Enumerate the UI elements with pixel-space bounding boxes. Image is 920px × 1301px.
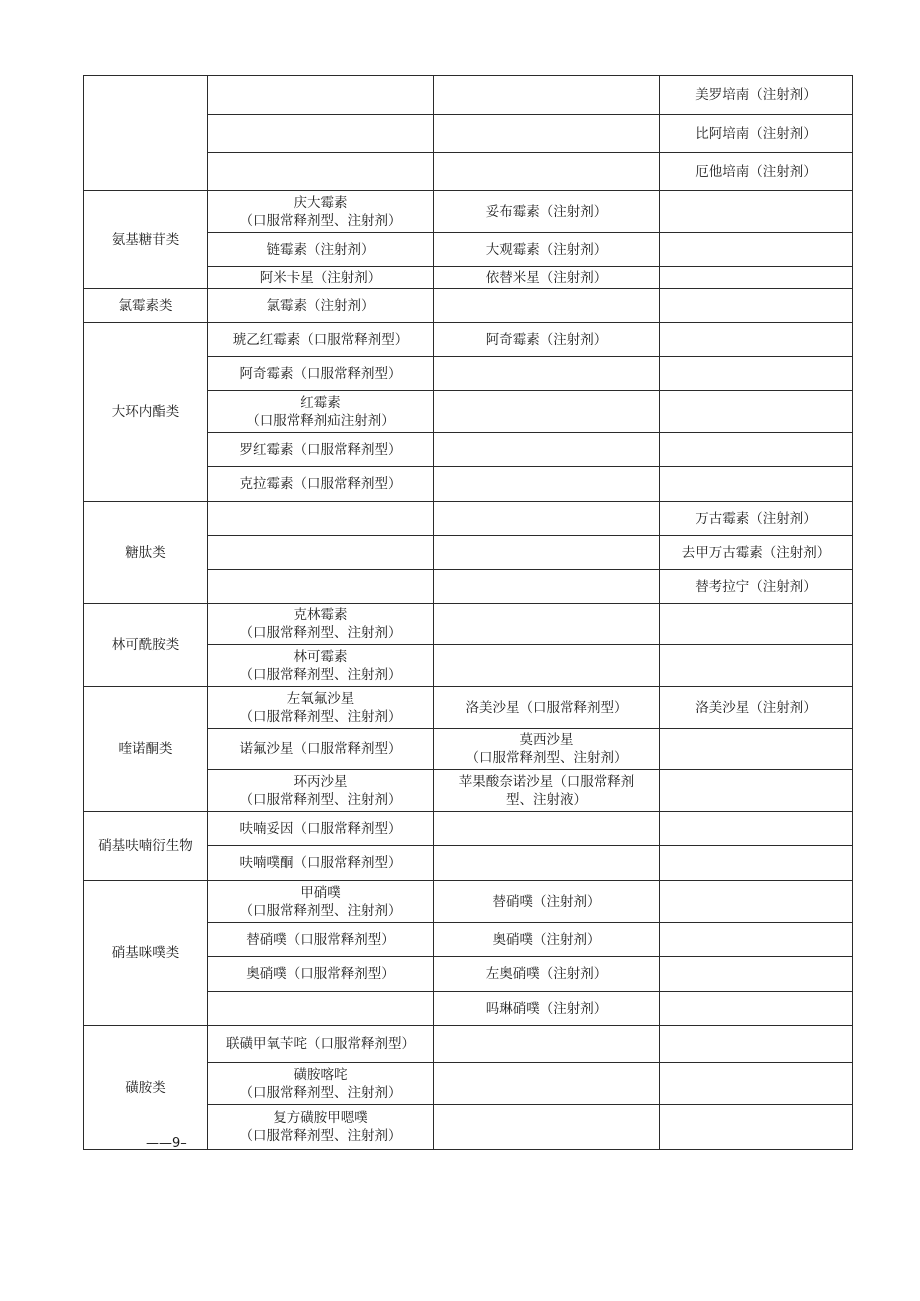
drug-cell-col1: 克林霉素 （口服常释剂型、注射剂） [208, 604, 434, 645]
drug-cell-col3 [660, 770, 853, 812]
drug-cell-col2: 妥布霉素（注射剂） [434, 191, 660, 233]
drug-cell-col1: 甲硝噗 （口服常释剂型、注射剂） [208, 881, 434, 923]
table-row [84, 191, 853, 233]
table-row [84, 1026, 853, 1063]
drug-cell-col2: 大观霉素（注射剂） [434, 233, 660, 267]
drug-cell-col3 [660, 957, 853, 992]
drug-cell-col1: 阿米卡星（注射剂） [208, 267, 434, 289]
category-cell: 氨基糖苷类 [84, 191, 208, 289]
drug-cell-col2: 苹果酸奈诺沙星（口服常释剂 型、注射液） [434, 770, 660, 812]
drug-cell-col3 [660, 289, 853, 323]
drug-cell-col3 [660, 1026, 853, 1063]
drug-cell-col2 [434, 1063, 660, 1105]
drug-cell-col1: 林可霉素 （口服常释剂型、注射剂） [208, 645, 434, 687]
drug-cell-col3 [660, 467, 853, 502]
drug-cell-col3 [660, 433, 853, 467]
drug-cell-col1 [208, 115, 434, 153]
drug-cell-col2 [434, 467, 660, 502]
category-cell: 硝基呋喃衍生物 [84, 812, 208, 881]
drug-cell-col3: 美罗培南（注射剂） [660, 76, 853, 115]
drug-cell-col1: 链霉素（注射剂） [208, 233, 434, 267]
table-row [84, 76, 853, 115]
drug-cell-col3: 洛美沙星（注射剂） [660, 687, 853, 729]
table-row [84, 881, 853, 923]
drug-cell-col3 [660, 812, 853, 846]
drug-cell-col2: 左奥硝噗（注射剂） [434, 957, 660, 992]
drug-cell-col3 [660, 846, 853, 881]
drug-cell-col2 [434, 1026, 660, 1063]
drug-cell-col1: 呋喃妥因（口服常释剂型） [208, 812, 434, 846]
page-number: ——9– [146, 1136, 187, 1151]
drug-cell-col1 [208, 502, 434, 536]
drug-cell-col1: 氯霉素（注射剂） [208, 289, 434, 323]
drug-table-sheet [83, 75, 852, 1150]
drug-cell-col2 [434, 812, 660, 846]
table-row [84, 687, 853, 729]
drug-cell-col2 [434, 570, 660, 604]
table-row [84, 323, 853, 357]
drug-cell-col2: 阿奇霉素（注射剂） [434, 323, 660, 357]
drug-cell-col2 [434, 357, 660, 391]
drug-cell-col2: 依替米星（注射剂） [434, 267, 660, 289]
drug-cell-col1: 磺胺喀咤 （口服常释剂型、注射剂） [208, 1063, 434, 1105]
drug-cell-col2 [434, 1105, 660, 1150]
drug-cell-col3 [660, 604, 853, 645]
drug-cell-col2 [434, 502, 660, 536]
drug-cell-col1: 替硝噗（口服常释剂型） [208, 923, 434, 957]
category-cell: 喹诺酮类 [84, 687, 208, 812]
drug-cell-col1: 呋喃噗酮（口服常释剂型） [208, 846, 434, 881]
drug-cell-col2: 奥硝噗（注射剂） [434, 923, 660, 957]
drug-cell-col2: 莫西沙星 （口服常释剂型、注射剂） [434, 729, 660, 770]
table-body [84, 76, 853, 1150]
drug-cell-col2 [434, 604, 660, 645]
drug-cell-col3 [660, 1063, 853, 1105]
drug-cell-col3: 厄他培南（注射剂） [660, 153, 853, 191]
drug-cell-col1 [208, 153, 434, 191]
table-row [84, 604, 853, 645]
drug-cell-col1: 红霉素 （口服常释剂疝注射剂） [208, 391, 434, 433]
drug-cell-col3 [660, 729, 853, 770]
drug-cell-col2 [434, 536, 660, 570]
drug-cell-col3: 比阿培南（注射剂） [660, 115, 853, 153]
drug-cell-col3: 替考拉宁（注射剂） [660, 570, 853, 604]
drug-cell-col3 [660, 923, 853, 957]
drug-cell-col1: 克拉霉素（口服常释剂型） [208, 467, 434, 502]
drug-cell-col2: 替硝噗（注射剂） [434, 881, 660, 923]
drug-cell-col1: 庆大霉素 （口服常释剂型、注射剂） [208, 191, 434, 233]
category-cell: 硝基咪噗类 [84, 881, 208, 1026]
category-cell: 林可酰胺类 [84, 604, 208, 687]
drug-cell-col1 [208, 536, 434, 570]
drug-cell-col2 [434, 433, 660, 467]
drug-cell-col2 [434, 76, 660, 115]
drug-cell-col3 [660, 357, 853, 391]
category-cell: 糖肽类 [84, 502, 208, 604]
table-row [84, 289, 853, 323]
drug-cell-col1: 罗红霉素（口服常释剂型） [208, 433, 434, 467]
drug-cell-col1: 左氧氟沙星 （口服常释剂型、注射剂） [208, 687, 434, 729]
table-row [84, 812, 853, 846]
drug-cell-col3: 去甲万古霉素（注射剂） [660, 536, 853, 570]
drug-cell-col2 [434, 391, 660, 433]
drug-cell-col2 [434, 115, 660, 153]
drug-cell-col1 [208, 570, 434, 604]
drug-cell-col3 [660, 323, 853, 357]
drug-cell-col2: 吗琳硝噗（注射剂） [434, 992, 660, 1026]
drug-cell-col3 [660, 1105, 853, 1150]
category-cell: 氯霉素类 [84, 289, 208, 323]
drug-cell-col3 [660, 391, 853, 433]
drug-cell-col1: 阿奇霉素（口服常释剂型） [208, 357, 434, 391]
drug-cell-col3 [660, 992, 853, 1026]
drug-cell-col3 [660, 233, 853, 267]
category-cell: 大环内酯类 [84, 323, 208, 502]
drug-cell-col1: 奥硝噗（口服常释剂型） [208, 957, 434, 992]
drug-cell-col1 [208, 76, 434, 115]
drug-cell-col2 [434, 645, 660, 687]
drug-cell-col1: 联磺甲氧苄咤（口服常释剂型） [208, 1026, 434, 1063]
drug-cell-col2: 洛美沙星（口服常释剂型） [434, 687, 660, 729]
drug-cell-col1: 环丙沙星 （口服常释剂型、注射剂） [208, 770, 434, 812]
drug-table [83, 75, 853, 1150]
drug-cell-col2 [434, 289, 660, 323]
drug-cell-col1: 诺氟沙星（口服常释剂型） [208, 729, 434, 770]
drug-cell-col1: 琥乙红霉素（口服常释剂型） [208, 323, 434, 357]
drug-cell-col2 [434, 153, 660, 191]
drug-cell-col3 [660, 191, 853, 233]
table-row [84, 502, 853, 536]
drug-cell-col2 [434, 846, 660, 881]
drug-cell-col1 [208, 992, 434, 1026]
drug-cell-col1: 复方磺胺甲嗯噗 （口服常释剂型、注射剂） [208, 1105, 434, 1150]
drug-cell-col3 [660, 881, 853, 923]
drug-cell-col3: 万古霉素（注射剂） [660, 502, 853, 536]
category-cell: 磺胺类 [84, 1026, 208, 1150]
category-cell [84, 76, 208, 191]
drug-cell-col3 [660, 267, 853, 289]
drug-cell-col3 [660, 645, 853, 687]
